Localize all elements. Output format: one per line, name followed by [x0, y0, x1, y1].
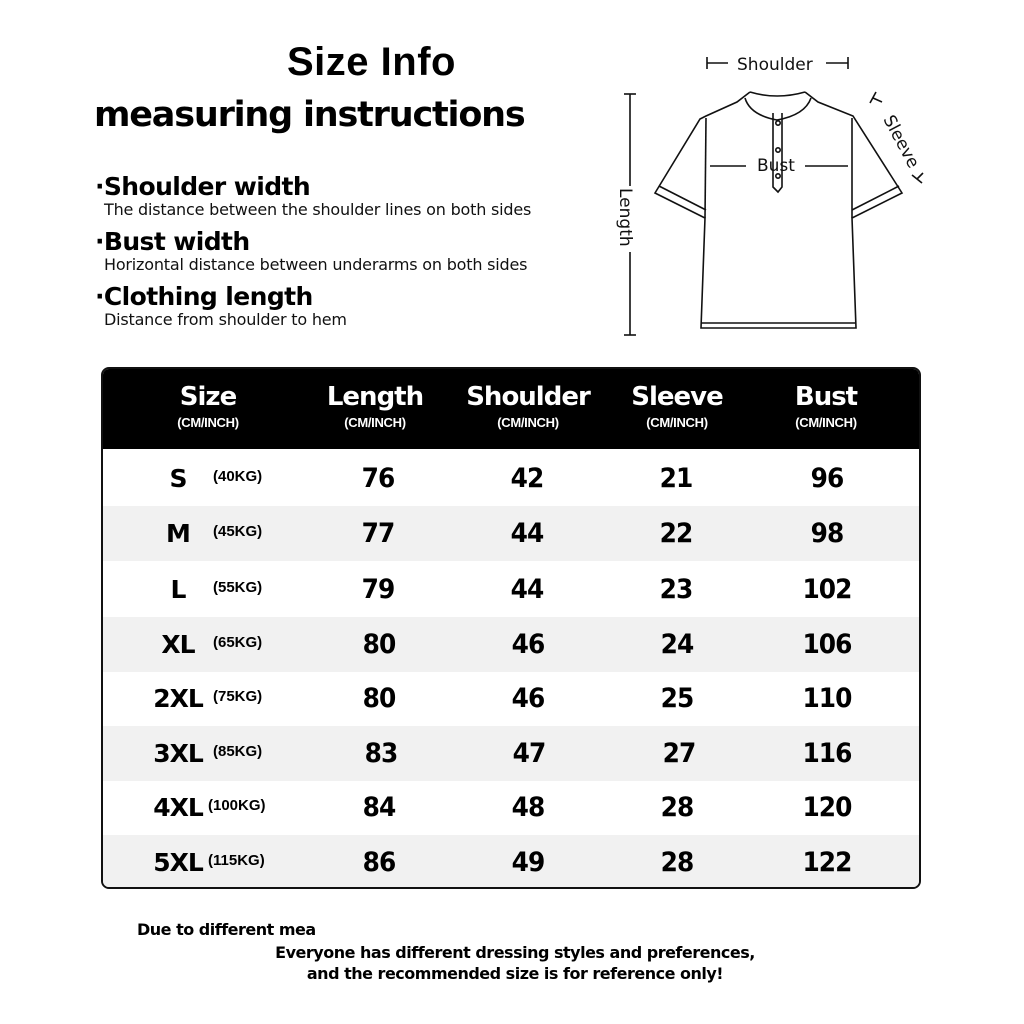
column-header-length	[295, 381, 455, 430]
instruction-bust-width	[95, 228, 527, 274]
column-header-sleeve	[597, 381, 757, 430]
shoulder-cell: 44	[510, 518, 544, 549]
shoulder-cell: 42	[510, 463, 544, 494]
sleeve-cell: 23	[659, 574, 693, 605]
column-unit: (CM/INCH)	[497, 415, 559, 430]
column-label: Bust	[794, 382, 858, 412]
page-title: Size Info	[287, 40, 456, 84]
size-cell: 3XL	[153, 739, 203, 768]
weight-cell: (55KG)	[213, 579, 263, 596]
column-header-size	[128, 381, 288, 430]
table-row	[103, 671, 919, 726]
size-cell: 4XL	[153, 793, 203, 822]
length-cell: 84	[362, 792, 396, 823]
table-row	[103, 562, 919, 617]
size-chart-table	[101, 367, 921, 889]
bust-cell: 122	[802, 847, 852, 878]
length-cell: 77	[361, 518, 395, 549]
table-row	[103, 617, 919, 672]
sleeve-cell: 28	[660, 792, 694, 823]
shoulder-cell: 47	[512, 738, 546, 769]
bust-cell: 120	[802, 792, 852, 823]
page-subtitle: measuring instructions	[94, 95, 525, 135]
weight-cell: (85KG)	[213, 743, 263, 760]
footnote-line-1: Everyone has different dressing styles and preferences,	[275, 943, 755, 962]
shoulder-cell: 46	[511, 629, 545, 660]
diagram-label-shoulder: Shoulder	[737, 55, 813, 75]
weight-cell: (115KG)	[208, 852, 265, 869]
sleeve-cell: 25	[660, 683, 694, 714]
henley-tshirt-icon	[600, 40, 940, 350]
sleeve-cell: 28	[660, 847, 694, 878]
diagram-label-sleeve: Sleeve	[878, 111, 923, 172]
sleeve-cell: 24	[660, 629, 694, 660]
bust-cell: 102	[802, 574, 852, 605]
column-unit: (CM/INCH)	[646, 415, 708, 430]
shoulder-cell: 49	[511, 847, 545, 878]
shoulder-cell: 48	[511, 792, 545, 823]
size-cell: 2XL	[153, 684, 203, 713]
instruction-heading: ·Bust width	[95, 227, 250, 256]
length-cell: 83	[364, 738, 398, 769]
measurement-diagram	[600, 40, 940, 350]
size-cell: S	[169, 464, 187, 493]
instruction-clothing-length	[95, 283, 347, 329]
shoulder-cell: 46	[511, 683, 545, 714]
shoulder-cell: 44	[510, 574, 544, 605]
column-unit: (CM/INCH)	[795, 415, 857, 430]
footnote-line-2: and the recommended size is for reference only!	[306, 964, 724, 983]
column-label: Size	[179, 382, 237, 412]
size-cell: L	[170, 575, 186, 604]
instruction-shoulder-width	[95, 173, 531, 219]
diagram-label-length: Length	[615, 188, 635, 247]
sleeve-cell: 27	[662, 738, 696, 769]
bust-cell: 96	[810, 463, 844, 494]
bust-cell: 116	[802, 738, 852, 769]
column-header-bust	[746, 381, 906, 430]
length-cell: 80	[362, 683, 396, 714]
length-cell: 80	[362, 629, 396, 660]
footnote-disclaimer	[200, 942, 830, 984]
bust-cell: 106	[802, 629, 852, 660]
length-cell: 76	[361, 463, 395, 494]
column-unit: (CM/INCH)	[344, 415, 406, 430]
length-cell: 86	[362, 847, 396, 878]
diagram-label-bust: Bust	[757, 156, 795, 176]
column-header-shoulder	[448, 381, 608, 430]
size-cell: M	[166, 519, 190, 548]
bust-cell: 98	[810, 518, 844, 549]
size-cell: XL	[161, 630, 195, 659]
instruction-description: Horizontal distance between underarms on both sides	[104, 255, 528, 274]
sleeve-cell: 21	[659, 463, 693, 494]
weight-cell: (65KG)	[213, 634, 263, 651]
bust-cell: 110	[802, 683, 852, 714]
weight-cell: (40KG)	[213, 468, 263, 485]
table-row	[103, 780, 919, 835]
table-row	[103, 726, 919, 781]
column-label: Length	[326, 382, 424, 412]
column-unit: (CM/INCH)	[177, 415, 239, 430]
instruction-description: The distance between the shoulder lines on both sides	[104, 200, 532, 219]
weight-cell: (100KG)	[208, 797, 266, 814]
weight-cell: (75KG)	[213, 688, 263, 705]
instruction-description: Distance from shoulder to hem	[104, 310, 347, 329]
sleeve-cell: 22	[659, 518, 693, 549]
weight-cell: (45KG)	[213, 523, 263, 540]
column-label: Shoulder	[466, 382, 590, 412]
table-header	[103, 369, 919, 449]
size-cell: 5XL	[153, 848, 203, 877]
column-label: Sleeve	[631, 382, 723, 412]
table-row	[103, 451, 919, 506]
instruction-heading: ·Clothing length	[95, 282, 313, 311]
table-row	[103, 835, 919, 889]
table-row	[103, 506, 919, 561]
footnote-truncated: Due to different mea	[137, 920, 316, 939]
instruction-heading: ·Shoulder width	[95, 172, 311, 201]
length-cell: 79	[361, 574, 395, 605]
